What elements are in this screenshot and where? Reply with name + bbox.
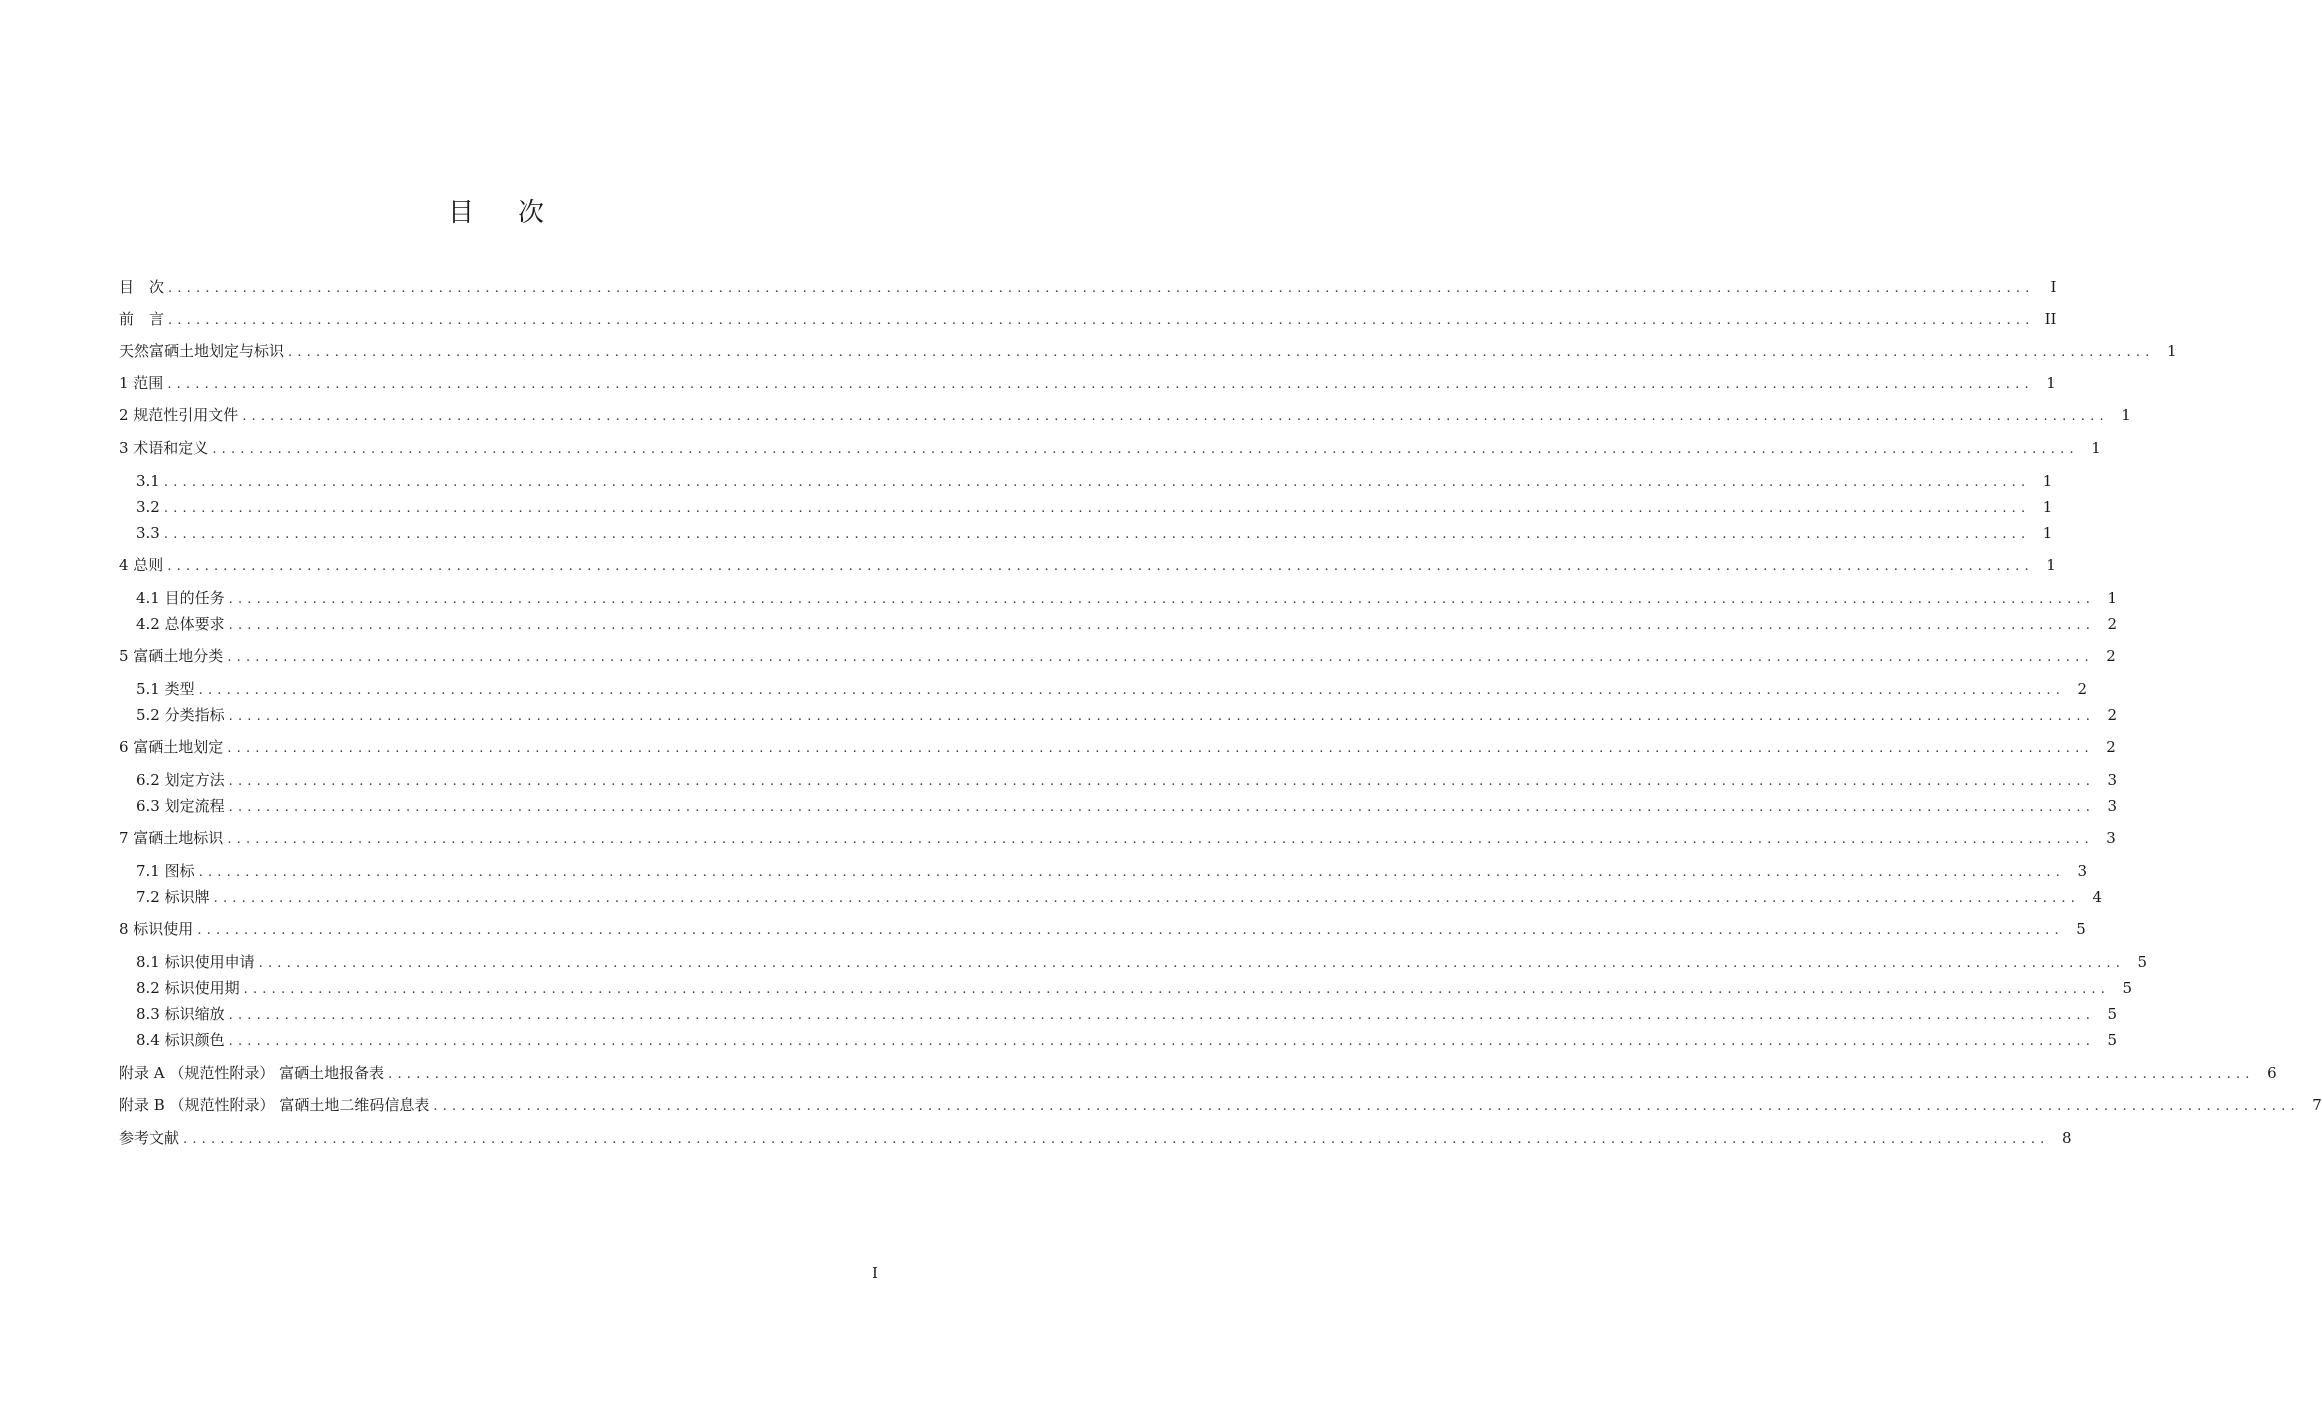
toc-item-label: 4.1 目的任务 xyxy=(136,589,225,607)
toc-subitem[interactable] xyxy=(136,977,2133,999)
toc-item[interactable] xyxy=(119,404,2131,426)
toc-dot-leader: ........................................................................................................................................................................................................ xyxy=(227,741,2094,756)
toc-item-page: 2 xyxy=(2107,615,2118,633)
toc-item-label: 7.1 图标 xyxy=(136,862,195,880)
toc-dot-leader: ........................................................................................................................................................................................................ xyxy=(163,527,2031,542)
toc-subitem[interactable] xyxy=(136,704,2118,726)
toc-subitem[interactable] xyxy=(136,886,2103,908)
toc-subitem[interactable] xyxy=(136,1029,2118,1051)
toc-item-label: 4 总则 xyxy=(119,556,164,574)
toc-item-label: 5.2 分类指标 xyxy=(136,706,225,724)
toc-item-label: 前 言 xyxy=(119,310,165,328)
toc-dot-leader: ........................................................................................................................................................................................................ xyxy=(163,501,2031,516)
toc-dot-leader: ........................................................................................................................................................................................................ xyxy=(228,1008,2096,1023)
toc-dot-leader: ........................................................................................................................................................................................................ xyxy=(228,592,2096,607)
toc-subitem[interactable] xyxy=(136,795,2118,817)
toc-item[interactable] xyxy=(119,340,2177,362)
toc-item-label: 7.2 标识牌 xyxy=(136,888,210,906)
toc-subitem[interactable] xyxy=(136,860,2088,882)
toc-item-label: 附录 A （规范性附录） 富硒土地报备表 xyxy=(119,1064,385,1082)
toc-item-label: 参考文献 xyxy=(119,1129,180,1147)
toc-subitem[interactable] xyxy=(136,496,2053,518)
toc-subitem[interactable] xyxy=(136,951,2148,973)
toc-item-page: 3 xyxy=(2107,771,2118,789)
toc-dot-leader: ........................................................................................................................................................................................................ xyxy=(228,774,2096,789)
toc-item[interactable] xyxy=(119,276,2057,298)
toc-item-label: 3.1 xyxy=(136,472,160,490)
toc-dot-leader: ........................................................................................................................................................................................................ xyxy=(228,709,2096,724)
toc-item-page: 5 xyxy=(2107,1031,2118,1049)
toc-item-page: 1 xyxy=(2166,342,2177,360)
toc-dot-leader: ........................................................................................................................................................................................................ xyxy=(163,475,2031,490)
toc-item-label: 6 富硒土地划定 xyxy=(119,738,224,756)
toc-item-page: 3 xyxy=(2107,797,2118,815)
toc-item-page: 1 xyxy=(2042,498,2053,516)
toc-item-label: 天然富硒土地划定与标识 xyxy=(119,342,285,360)
toc-dot-leader: ........................................................................................................................................................................................................ xyxy=(227,832,2094,847)
toc-item-page: 5 xyxy=(2076,920,2086,938)
toc-item-label: 4.2 总体要求 xyxy=(136,615,225,633)
toc-item-page: 5 xyxy=(2137,953,2148,971)
toc-dot-leader: ........................................................................................................................................................................................................ xyxy=(212,442,2079,457)
toc-item-label: 3.3 xyxy=(136,524,160,542)
toc-item-page: 3 xyxy=(2106,829,2116,847)
toc-dot-leader: ........................................................................................................................................................................................................ xyxy=(243,982,2111,997)
toc-item-page: 2 xyxy=(2106,738,2116,756)
toc-subitem[interactable] xyxy=(136,678,2088,700)
page-title-part2: 次 xyxy=(518,198,545,228)
toc-item-page: 2 xyxy=(2077,680,2088,698)
toc-item-page: 1 xyxy=(2121,406,2131,424)
toc-item-label: 8.3 标识缩放 xyxy=(136,1005,225,1023)
footer-page-number: I xyxy=(872,1264,878,1282)
toc-item[interactable] xyxy=(119,554,2056,576)
toc-item-label: 5 富硒土地分类 xyxy=(119,647,224,665)
toc-dot-leader: ........................................................................................................................................................................................................ xyxy=(198,683,2066,698)
toc-subitem[interactable] xyxy=(136,769,2118,791)
toc-item-page: 4 xyxy=(2092,888,2103,906)
toc-item-page: 2 xyxy=(2106,647,2116,665)
toc-item-label: 3.2 xyxy=(136,498,160,516)
toc-item[interactable] xyxy=(119,372,2056,394)
toc-dot-leader: ........................................................................................................................................................................................................ xyxy=(433,1099,2300,1114)
toc-subitem[interactable] xyxy=(136,587,2118,609)
toc-subitem[interactable] xyxy=(136,522,2053,544)
toc-item-page: II xyxy=(2044,310,2057,328)
toc-dot-leader: ........................................................................................................................................................................................................ xyxy=(168,313,2035,328)
toc-item-label: 附录 B （规范性附录） 富硒土地二维码信息表 xyxy=(119,1096,430,1114)
toc-item-label: 1 范围 xyxy=(119,374,164,392)
toc-item[interactable] xyxy=(119,1094,2322,1116)
toc-dot-leader: ........................................................................................................................................................................................................ xyxy=(183,1132,2050,1147)
toc-dot-leader: ........................................................................................................................................................................................................ xyxy=(228,800,2096,815)
toc-item-page: 3 xyxy=(2077,862,2088,880)
toc-subitem[interactable] xyxy=(136,470,2053,492)
toc-item-page: 6 xyxy=(2267,1064,2277,1082)
toc-item-page: 1 xyxy=(2046,374,2056,392)
toc-item-page: 1 xyxy=(2046,556,2056,574)
toc-item-page: 7 xyxy=(2312,1096,2322,1114)
toc-item-page: 1 xyxy=(2107,589,2118,607)
toc-dot-leader: ........................................................................................................................................................................................................ xyxy=(168,281,2035,296)
toc-item-label: 目 次 xyxy=(119,278,165,296)
toc-dot-leader: ........................................................................................................................................................................................................ xyxy=(167,559,2034,574)
toc-item-label: 3 术语和定义 xyxy=(119,439,209,457)
toc-item-page: 1 xyxy=(2042,524,2053,542)
toc-item-page: 2 xyxy=(2107,706,2118,724)
toc-dot-leader: ........................................................................................................................................................................................................ xyxy=(228,1034,2096,1049)
toc-item-page: 5 xyxy=(2107,1005,2118,1023)
page-title xyxy=(0,192,992,229)
toc-dot-leader: ........................................................................................................................................................................................................ xyxy=(167,377,2034,392)
toc-item[interactable] xyxy=(119,437,2101,459)
toc-item[interactable] xyxy=(119,645,2116,667)
toc-dot-leader: ........................................................................................................................................................................................................ xyxy=(242,409,2109,424)
toc-subitem[interactable] xyxy=(136,613,2118,635)
toc-item[interactable] xyxy=(119,308,2057,330)
toc-item-label: 6.3 划定流程 xyxy=(136,797,225,815)
toc-item-label: 8.2 标识使用期 xyxy=(136,979,240,997)
toc-item-label: 8 标识使用 xyxy=(119,920,194,938)
toc-item-page: 8 xyxy=(2061,1129,2072,1147)
toc-subitem[interactable] xyxy=(136,1003,2118,1025)
toc-dot-leader: ........................................................................................................................................................................................................ xyxy=(388,1067,2255,1082)
toc-dot-leader: ........................................................................................................................................................................................................ xyxy=(288,345,2155,360)
toc-dot-leader: ........................................................................................................................................................................................................ xyxy=(228,618,2096,633)
toc-item[interactable] xyxy=(119,918,2086,940)
toc-item-page: 1 xyxy=(2091,439,2101,457)
toc-item[interactable] xyxy=(119,1062,2277,1084)
toc-item[interactable] xyxy=(119,736,2116,758)
toc-dot-leader: ........................................................................................................................................................................................................ xyxy=(213,891,2081,906)
toc-item-label: 8.1 标识使用申请 xyxy=(136,953,255,971)
toc-item-page: 5 xyxy=(2122,979,2133,997)
toc-item-label: 5.1 类型 xyxy=(136,680,195,698)
toc-item-page: 1 xyxy=(2042,472,2053,490)
toc-item-page: I xyxy=(2050,278,2057,296)
toc-dot-leader: ........................................................................................................................................................................................................ xyxy=(197,923,2064,938)
toc-dot-leader: ........................................................................................................................................................................................................ xyxy=(198,865,2066,880)
toc-item[interactable] xyxy=(119,827,2116,849)
toc-item-label: 2 规范性引用文件 xyxy=(119,406,239,424)
toc-dot-leader: ........................................................................................................................................................................................................ xyxy=(227,650,2094,665)
toc-item-label: 7 富硒土地标识 xyxy=(119,829,224,847)
toc-item-label: 8.4 标识颜色 xyxy=(136,1031,225,1049)
toc-dot-leader: ........................................................................................................................................................................................................ xyxy=(258,956,2126,971)
toc-item-label: 6.2 划定方法 xyxy=(136,771,225,789)
toc-item[interactable] xyxy=(119,1127,2072,1149)
page-title-part1: 目 xyxy=(447,198,474,228)
